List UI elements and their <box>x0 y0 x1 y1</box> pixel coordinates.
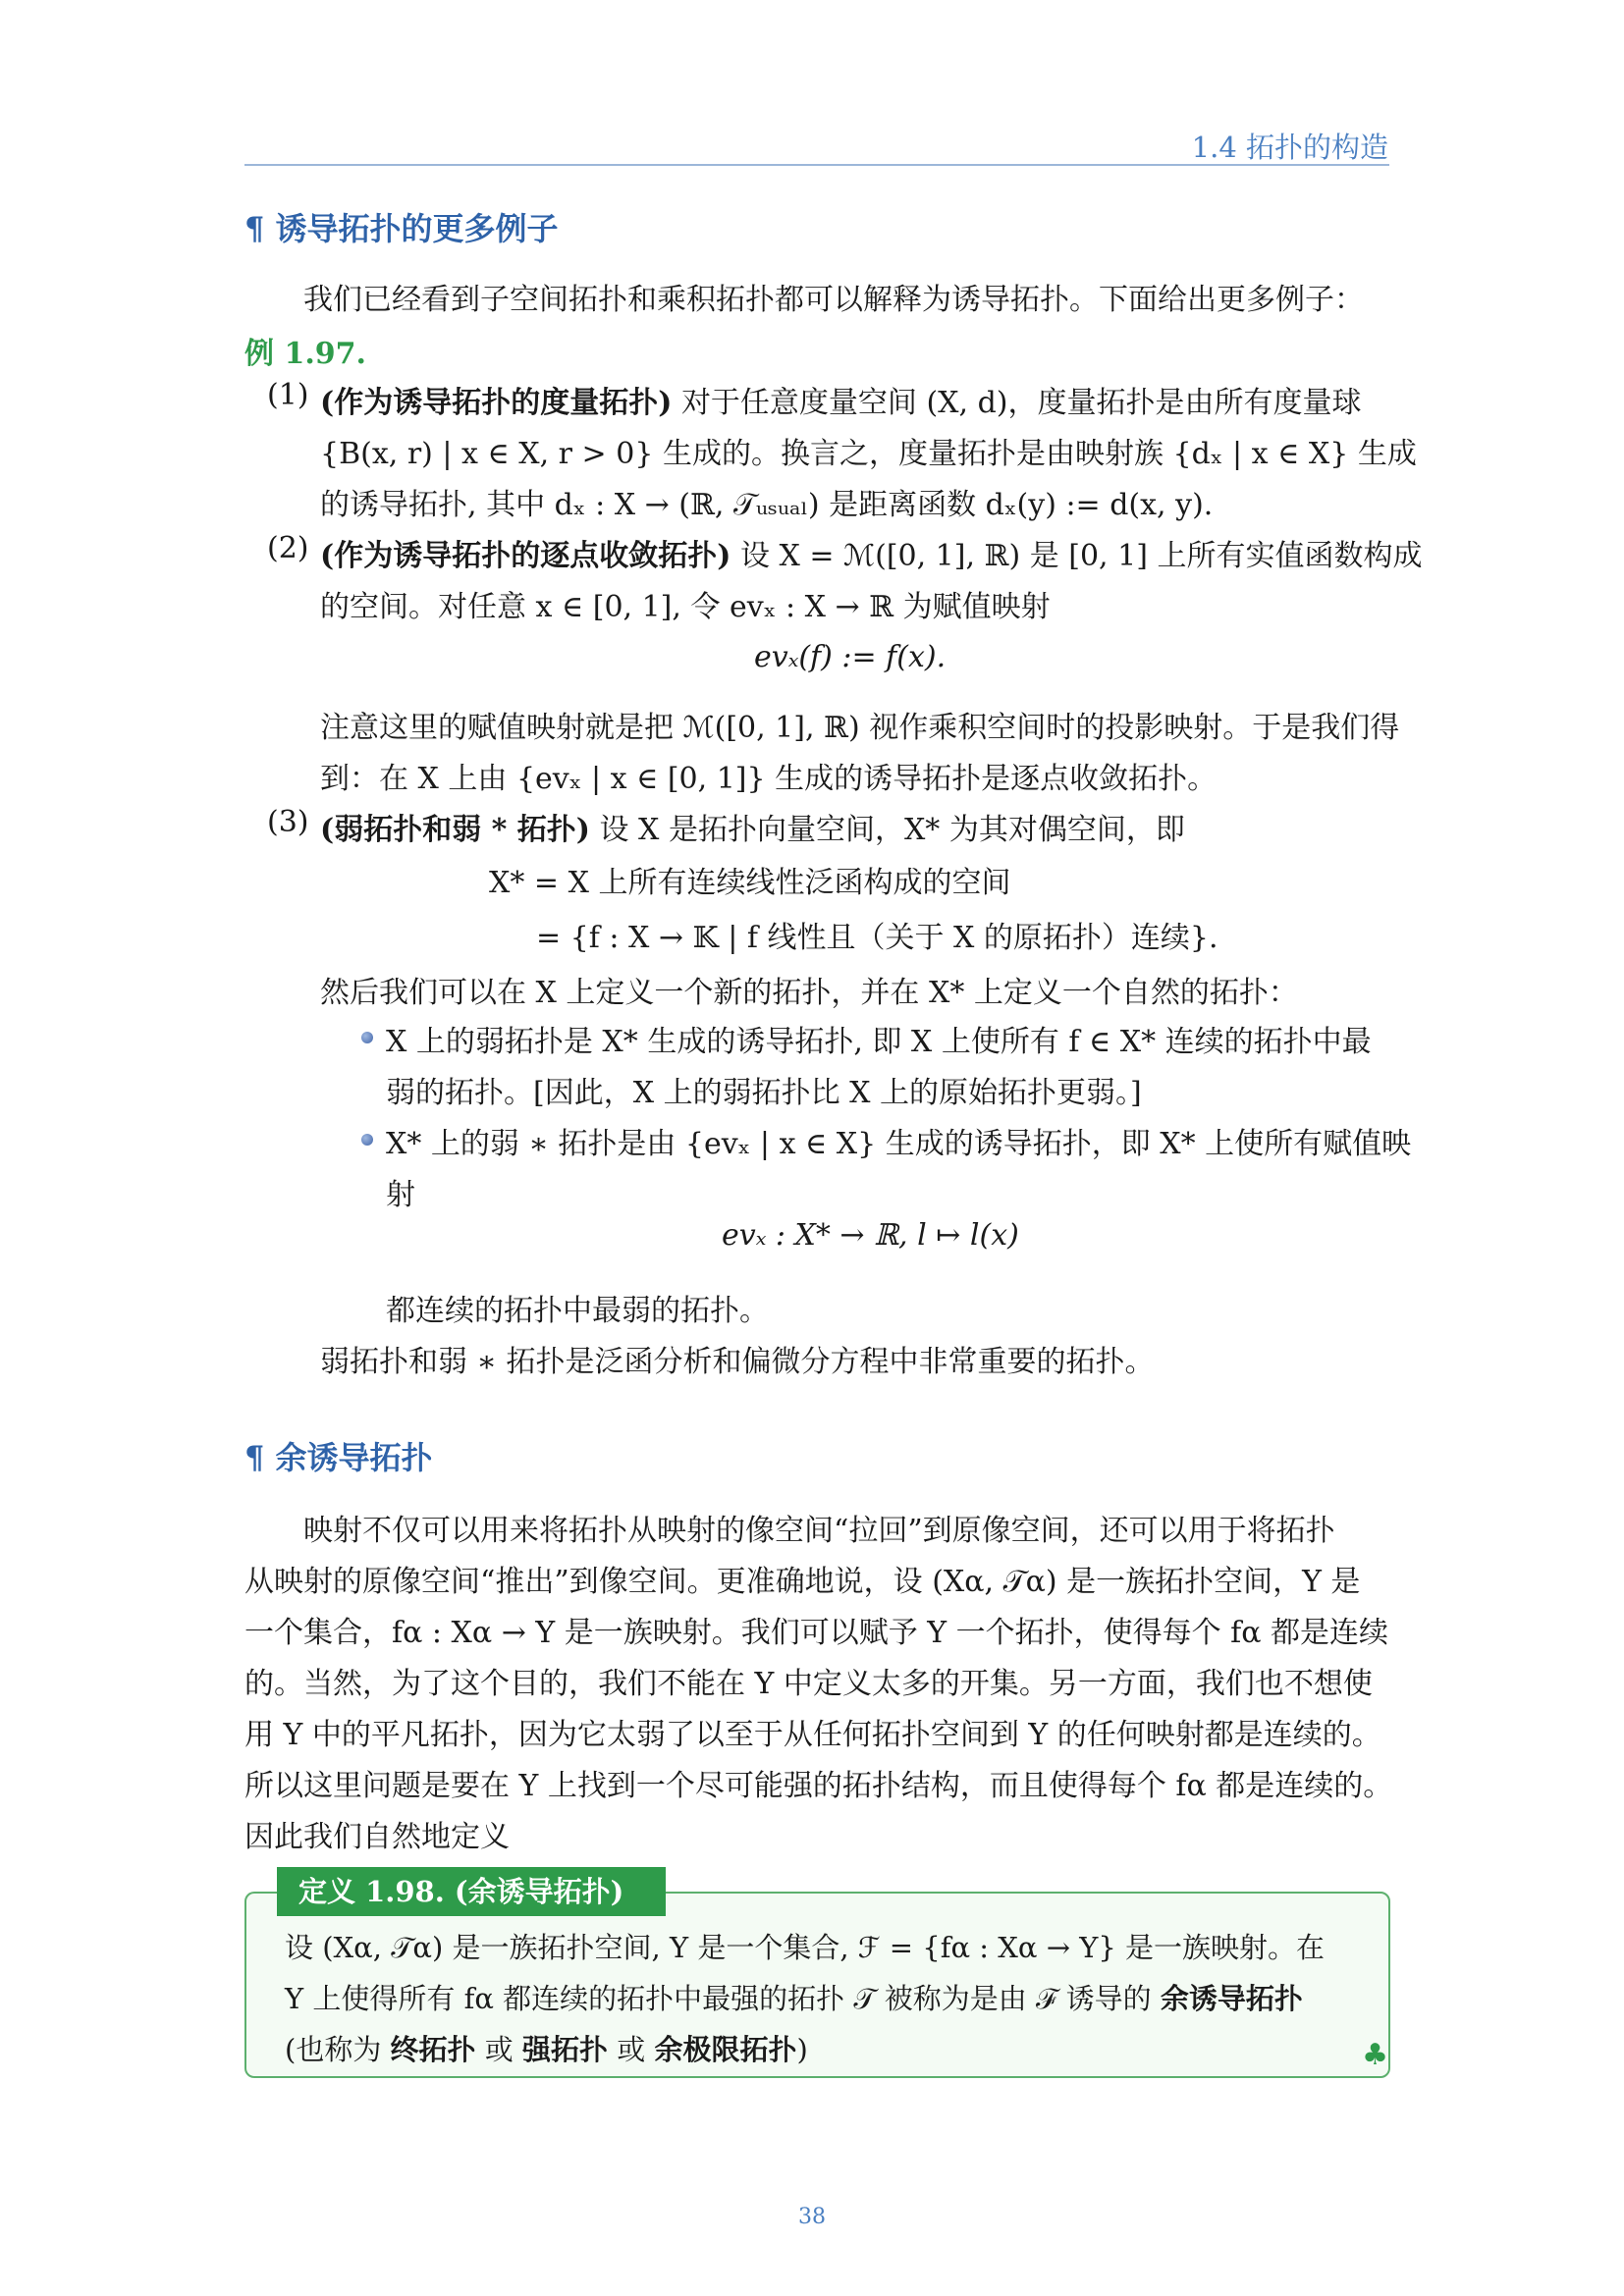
paragraph-line: 映射不仅可以用来将拓扑从映射的像空间“拉回”到原像空间，还可以用于将拓扑 <box>303 1514 1335 1548</box>
intro-paragraph: 我们已经看到子空间拓扑和乘积拓扑都可以解释为诱导拓扑。下面给出更多例子： <box>303 283 1364 317</box>
bullet-1-line-2: 弱的拓扑。[因此，X 上的弱拓扑比 X 上的原始拓扑更弱。] <box>386 1076 1142 1110</box>
weak-star-formula: evₓ : X* → ℝ, l ↦ l(x) <box>722 1218 1019 1253</box>
item-2-line-2: 的空间。对任意 x ∈ [0, 1], 令 evₓ : X → ℝ 为赋值映射 <box>320 590 1051 624</box>
defined-term: 强拓扑 <box>522 2033 609 2066</box>
definition-label: 定义 1.98. (余诱导拓扑) <box>277 1867 666 1916</box>
paragraph-line: 所以这里问题是要在 Y 上找到一个尽可能强的拓扑结构，而且使得每个 fα 都是连续的。 <box>244 1769 1393 1803</box>
bullet-icon <box>361 1032 373 1043</box>
defined-term: 余极限拓扑 <box>654 2033 797 2066</box>
example-label: 例 1.97. <box>244 337 366 371</box>
item-2-line-1 <box>320 531 1422 574</box>
item-number: (1) <box>267 378 309 412</box>
paragraph-line: 的。当然，为了这个目的，我们不能在 Y 中定义太多的开集。另一方面，我们也不想使 <box>244 1667 1373 1701</box>
item-text: 设 X = ℳ([0, 1], ℝ) 是 [0, 1] 上所有实值函数构成 <box>739 539 1423 573</box>
dual-space-equation-1: X* = X 上所有连续线性泛函构成的空间 <box>489 866 1011 900</box>
item-1-line-3: 的诱导拓扑, 其中 dₓ : X → (ℝ, 𝒯ᵤₛᵤₐₗ) 是距离函数 dₓ(y) := d(x, y). <box>320 488 1214 522</box>
paragraph-line: 从映射的原像空间“推出”到像空间。更准确地说，设 (Xα, 𝒯α) 是一族拓扑空间，Y 是 <box>244 1565 1361 1599</box>
defined-term: 余诱导拓扑 <box>1160 1982 1303 2015</box>
bullet-icon <box>361 1134 373 1146</box>
item-3-line-1 <box>320 805 1185 848</box>
bullet-1-line-1: X 上的弱拓扑是 X* 生成的诱导拓扑, 即 X 上使所有 f ∈ X* 连续的拓扑中最 <box>386 1025 1372 1059</box>
item-number: (3) <box>267 805 309 839</box>
paragraph-line: 因此我们自然地定义 <box>244 1820 510 1854</box>
club-icon: ♣ <box>1362 2038 1388 2072</box>
item-number: (2) <box>267 531 309 565</box>
definition-text: (也称为 <box>285 2033 391 2066</box>
item-text: 设 X 是拓扑向量空间，X* 为其对偶空间，即 <box>599 813 1185 847</box>
item-text: 对于任意度量空间 (X, d)，度量拓扑是由所有度量球 <box>680 386 1362 420</box>
header-rule <box>244 164 1389 166</box>
item-title: (弱拓扑和弱 * 拓扑) <box>320 813 590 847</box>
bullet-2-line-3: 都连续的拓扑中最弱的拓扑。 <box>386 1294 769 1328</box>
item-2-line-4: 到：在 X 上由 {evₓ | x ∈ [0, 1]} 生成的诱导拓扑是逐点收敛拓扑。 <box>320 762 1218 796</box>
item-1-line-2: {B(x, r) | x ∈ X, r > 0} 生成的。换言之，度量拓扑是由映射族 {dₓ | x ∈ X} 生成 <box>320 437 1417 471</box>
item-title: (作为诱导拓扑的逐点收敛拓扑) <box>320 539 731 573</box>
item-1-line-1 <box>320 378 1362 421</box>
section-title: ¶ 诱导拓扑的更多例子 <box>244 210 559 247</box>
defined-term: 终拓扑 <box>390 2033 476 2066</box>
definition-text: 或 <box>608 2033 655 2066</box>
definition-text: Y 上使得所有 fα 都连续的拓扑中最强的拓扑 𝒯 被称为是由 ℱ 诱导的 <box>285 1982 1161 2015</box>
paragraph-line: 用 Y 中的平凡拓扑，因为它太弱了以至于从任何拓扑空间到 Y 的任何映射都是连续的。 <box>244 1718 1381 1752</box>
section-title: ¶ 余诱导拓扑 <box>244 1439 433 1476</box>
dual-space-equation-2: = {f : X → 𝕂 | f 线性且（关于 X 的原拓扑）连续}. <box>536 921 1218 955</box>
definition-text: 或 <box>475 2033 522 2066</box>
closing-remark: 弱拓扑和弱 ∗ 拓扑是泛函分析和偏微分方程中非常重要的拓扑。 <box>320 1345 1155 1379</box>
definition-text: ) <box>796 2033 808 2066</box>
definition-line-1: 设 (Xα, 𝒯α) 是一族拓扑空间, Y 是一个集合, ℱ = {fα : Xα → Y} 是一族映射。在 <box>285 1931 1326 1964</box>
paragraph-line: 一个集合，fα : Xα → Y 是一族映射。我们可以赋予 Y 一个拓扑，使得每个 fα 都是连续 <box>244 1616 1389 1650</box>
page-number: 38 <box>798 2205 826 2229</box>
eval-formula: evₓ(f) := f(x). <box>754 640 947 674</box>
definition-line-3 <box>285 2028 808 2068</box>
bullet-2-line-2: 射 <box>386 1178 415 1212</box>
item-title: (作为诱导拓扑的度量拓扑) <box>320 386 673 420</box>
item-3-line-2: 然后我们可以在 X 上定义一个新的拓扑，并在 X* 上定义一个自然的拓扑： <box>320 976 1298 1010</box>
running-header: 1.4 拓扑的构造 <box>1191 131 1388 164</box>
item-2-line-3: 注意这里的赋值映射就是把 ℳ([0, 1], ℝ) 视作乘积空间时的投影映射。于是我们得 <box>320 711 1400 745</box>
definition-line-2 <box>285 1977 1303 2017</box>
bullet-2-line-1: X* 上的弱 ∗ 拓扑是由 {evₓ | x ∈ X} 生成的诱导拓扑，即 X* 上使所有赋值映 <box>386 1127 1412 1161</box>
